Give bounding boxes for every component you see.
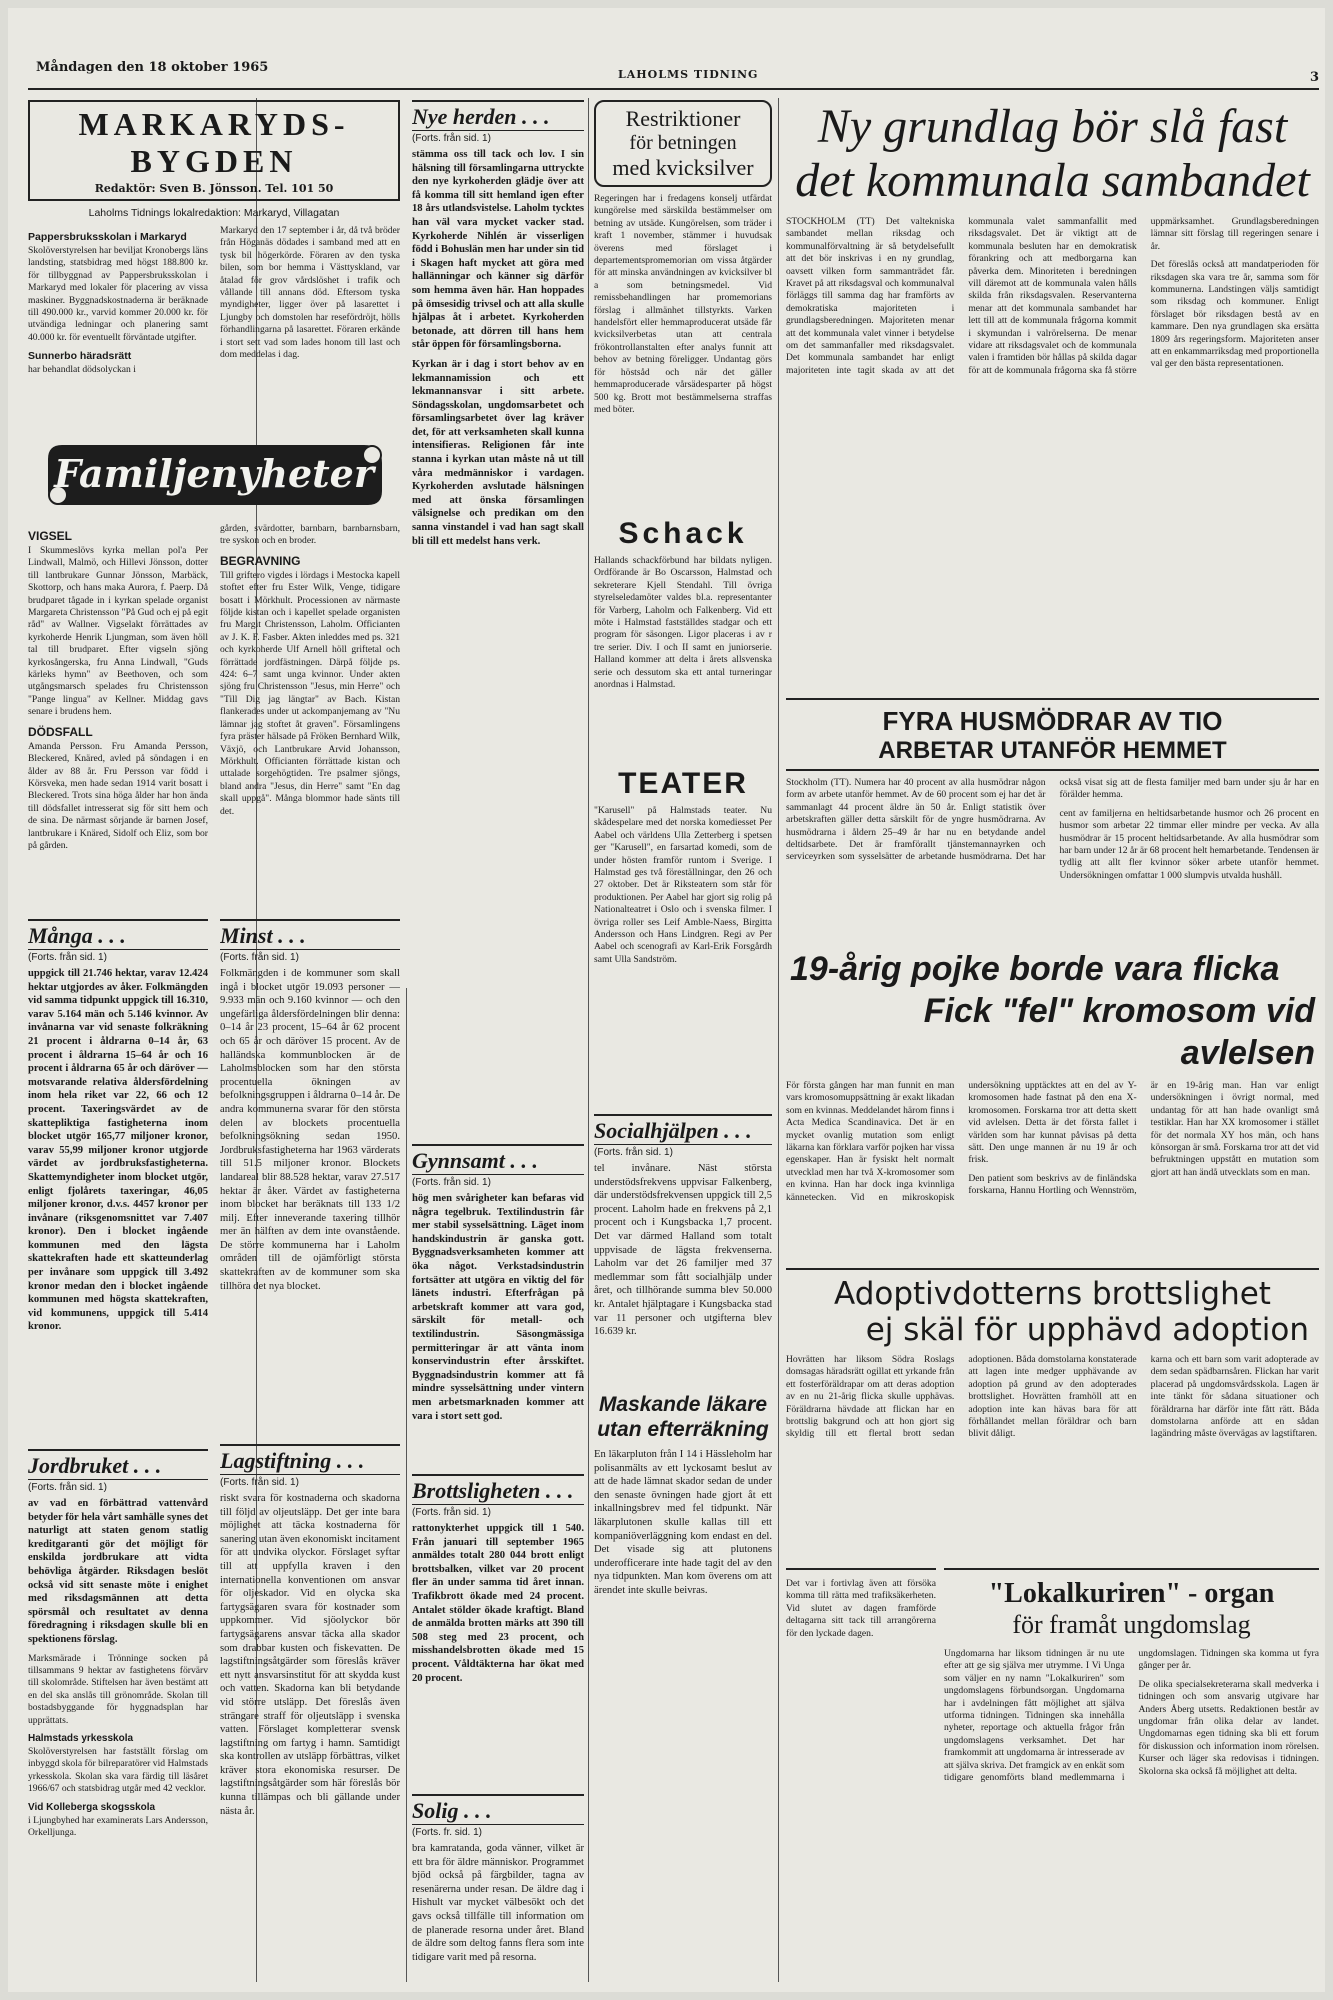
markaryd-office: Laholms Tidnings lokalredaktion: Markaryd, Villagatan: [88, 207, 340, 219]
minst-article: [220, 913, 400, 1433]
schack-article: [594, 513, 772, 763]
brottsligheten-article: [412, 1468, 584, 1778]
schack-text: Hallands schackförbund har bildats nyligen. Ordförande är Bo Oscarsson, Halmstad och sekreterare Kjell Stendahl. Till övriga styrelseledamöter valdes bl.a. representanter för Varberg, Laholm och Falkenberg. Vid ett möte i Halmstad fastställdes stadgar och ett program för säsongen. Ligor placeras i av r tre serier. Div. I och II samt en juniorserie. Halland kommer att delta i årets allsvenska serie och dessutom ska ett antal turneringar anordnas i Halmstad.: [594, 555, 772, 691]
husmodrar-title-1: FYRA HUSMÖDRAR AV TIO: [882, 706, 1223, 736]
header-rule: [28, 88, 1319, 90]
lokalkuriren-title-2: för framåt ungdomslag: [1012, 1610, 1251, 1639]
jordbruket-kicker: Jordbruket . . .: [28, 1449, 208, 1480]
paper-name: LAHOLMS TIDNING: [618, 68, 759, 81]
nygrundlag-text: STOCKHOLM (TT) Det valtekniska sambandet mellan riksdag och kommunalförvaltning är så betydelsefullt att det bör inskrivas i en ny grundlag, oavsett vilken form sammanträdet får. Kravet på att riksdagsval och kommunalval förläggs till samma dag har framförts av demokratiska majoriteten i grundlagsberedningen. Majoriteten menar att det kommunala valet vinner i betydelse om det sammanfaller med riksdagsvalet. Det kommunala sambandet har enligt majoriteten inte tagit skada av att det kommunala valet sammanfallit med riksdagsvalet. Det är viktigt att de kommunala besluten har en demokratisk förankring och att medborgarna kan påverka dem. Minoriteten i beredningen vill däremot att de kommunala valen hålls skilda från riksdagsvalen. Reservanterna menar att det kommunala sambandet har lett till att de kommunala frågorna kommit i skymundan i valrörelserna. De menar vidare att riksdagsvalet och de kommunala valen i framtiden bör hållas på skilda dagar för att de kommunala frågorna ska få större uppmärksamhet. Grundlagsberedningen lämnar sitt förslag till regeringen senare i år.: [786, 216, 1319, 376]
nyeherden-kicker: Nye herden . . .: [412, 100, 584, 131]
restriktioner-title-1: Restriktioner: [625, 106, 741, 131]
socialhjalpen-forts: (Forts. från sid. 1): [594, 1147, 673, 1158]
begravning-text: Till griftero vigdes i lördags i Mestocka kapell stoftet efter fru Ester Wilk, Venge, tidigare bosatt i Mörkhult. Processionen av närmaste följde kistan och i kapellet spelade organisten fru Margit Christensson, Laholm. Officianten av J. K. F. Fasber. Akten inleddes med ps. 321 och kyrkoherde Ulf Arnell höll griftetal och förrättade jordfästningen. Därpå följde ps. 424: 6–7 samt unga kvinnor. Under akten sjöng fru Christensson "Jesus, min Herre" och "Till Dig jag längtar" av Bach. Kistan flankerades under ut ackompanjemang av "Nu lämnar jag stoftet åt graven". Församlingens fyra präster hälsade på Fröken Bernhard Wilk, Växjö, och Lantbrukare Arvid Johansson, Mörkhult. Officianten förrättade kistan och uttalade sorgehögtiden. Tre psalmer sjöngs, bland andra "Jesus, din Herre" samt "En dag skall uppgå". Många blommor hade sänts till det.: [220, 569, 400, 817]
minst-text: Folkmängden i de kommuner som skall ingå i blocket utgör 19.093 personer — 9.933 män och 9.160 kvinnor — och den ungefärliga åldersfördelningen blir denna: 0–14 år 23 procent, 15–64 år 62 procent och 65 år och däröver 15 procent. Av de halländska kommunblocken är de Laholmsblocken som har den största procentuella ökningen av befolkningsgruppen i åldrarna 0–14 år. De andra kommunerna svarar för den största delen av blockets procentuella befolkningsökning sedan 1950. Jordbruksfastigheterna har 1963 värderats till 51.5 miljoner kronor. Blockets landareal blir 88.528 hektar, varav 27.517 hektar är åker. Värdet av fastigheterna inom blocket har beräknats till 133 1/2 milj. Efter inneverande taxering tillhör mer än hälften av dem inte ovanstående. De större kommunerna har i Laholm områden till de ojämförligt största skattekraften av de kommuner som ska tillhöra det nya blocket.: [220, 968, 400, 1292]
adoptiv-text2: karna och ett barn som varit adopterade av dem sedan spädbarnsåren. Flickan har varit placerad på ungdomsvårdsskola. Lagen är inte tänkt för sådana situationer och föräldrarna har därför inte fått rätt. Båda domstolarna anförde att en sådan lagändring måste övervägas av lagstiftaren.: [1150, 1354, 1319, 1440]
minst-kicker: Minst . . .: [220, 919, 400, 950]
lagstiftning-kicker: Lagstiftning . . .: [220, 1444, 400, 1475]
familjenyheter-title: Familjenyheter: [54, 451, 374, 496]
brottsligheten-kicker: Brottsligheten . . .: [412, 1474, 584, 1505]
restriktioner-title-3: med kvicksilver: [612, 155, 754, 180]
jordbruket-markskop: Marksmärade i Trönninge socken på tillsammans 9 hektar av fastighetens förvärv till skolområde. Stiftelsen har även bestämt att en del ska anslås till grönområde. Skolan till bostadsbyggande för hyggnadsplan har upprättats.: [28, 1652, 208, 1726]
nygrundlag-title-2: det kommunala sambandet: [795, 154, 1310, 207]
begravning-title: BEGRAVNING: [220, 553, 301, 568]
schack-title: Schack: [618, 517, 748, 550]
column-divider: [778, 98, 779, 1982]
teater-title: TEATER: [618, 767, 748, 800]
restriktioner-head: [594, 100, 772, 187]
markaryd-title: MARKARYDS-BYGDEN: [78, 106, 350, 179]
brottsligheten-forts: (Forts. från sid. 1): [412, 1507, 491, 1518]
familj-col-1: [28, 523, 208, 923]
dodsfall-title: DÖDSFALL: [28, 724, 93, 739]
manga-text: uppgick till 21.746 hektar, varav 12.424 hektar utgjordes av åker. Folkmängden vid samma tidpunkt uppgick till 16.310, varav 5.164 män och 5.146 kvinnor. Av invånarna var vid senaste folkräkning 21 procent i åldrarna 0–14 år, 63 procent i åldrarna 15–64 år och 16 procent i åldrarna 65 år och däröver — motsvarande relativa åldersfördelning inom hela riket var 22, 66 och 12 procent. Taxeringsvärdet av de skattepliktiga fastigheterna inom blocket utgör 165,77 miljoner kronor, varav 55,99 miljoner kronor utgjorde värdet av jordbruksfastigheterna. Skattemyndigheter inom blocket utgör, enligt fjolårets taxeringar, 46,05 miljoner kronor, d.v.s. 4457 kronor per invånare (riksgenomsnittet var 7.407 kronor). Den i blocket ingående kommunen med den lägsta skattekraften hade ett skatteunderlag per invånare som uppgick till 3.492 kronor medan den i blocket ingående kommunen med högsta skattekraften, vid kommunens, uppgick till 5.414 kronor.: [28, 968, 208, 1333]
page-number: 3: [1309, 70, 1319, 85]
socialhjalpen-text: tel invånare. Näst största understödsfrekvens uppvisar Falkenberg, där understödsfrekvensen uppgick till 2,5 procent. Laholm hade en frekvens på 2,1 procent och i Kungsbacka 1,7 procent. Det var därmed Halland som totalt uppvisade de lägsta frekvenserna. Laholm var det 26 familjer med 37 medlemmar som fått socialhjälp under året, och tillhörande summa blev 50.000 kr. Antalet hjälptagare i Kungsbacka stad var 11 personer och utgifterna blev 16.639 kr.: [594, 1163, 772, 1338]
markaryd-editor: Redaktör: Sven B. Jönsson. Tel. 101 50: [94, 182, 334, 195]
restriktioner-title-2: för betningen: [629, 132, 737, 154]
jordbruket-article: [28, 1443, 208, 1983]
issue-date: Måndagen den 18 oktober 1965: [36, 60, 269, 75]
column-divider: [588, 98, 589, 1982]
manga-forts: (Forts. från sid. 1): [28, 952, 107, 963]
teater-article: [594, 763, 772, 1113]
familjenyheter-banner: [34, 433, 394, 515]
jordbruket-text: av vad en förbättrad vattenvård betyder för hela vårt samhälle synes det naturligt att staten genom statlig kreditgaranti gör det möjligt för enskilda jordbrukare att vidta behövliga åtgärder. Riksdagen beslöt också vid sitt senaste möte i enighet med riksdagsmännen att detta spörsmål och resultatet av denna föredragning i riksdagen skulle bli en spektionens förslag.: [28, 1498, 208, 1645]
nygrundlag-title-1: Ny grundlag bör slå fast: [817, 100, 1288, 153]
jordbruket-forts: (Forts. från sid. 1): [28, 1482, 107, 1493]
restriktioner-text: Regeringen har i fredagens konselj utfärdat kungörelse med särskilda bestämmelser om betning av utsäde. Kungörelsen, som träder i kraft 1 november, stämmer i huvudsak överens med förslaget i departementspromemorian om vissa åtgärder för att minska användningen av kvicksilver bl a som betningsmedel. Vid remissbehandlingen har promemorians förslag i allmänhet tillstyrkts. Varken handelsfört eller hemmaproducerat utsäde får kvicksilverbetas utan att centrala frökontrollanstalten efter analys funnit att behov av betning föreligger. Undantag görs för höstsåd och när det gäller hemmaproducerade vårsädesparter på högst 500 kg. Brott mot bestämmelserna straffas med böter.: [594, 193, 772, 415]
lagstiftning-text: riskt svara för kostnaderna och skadorna till följd av oljeutsläpp. Det ger inte bara möjlighet att täcka kostnaderna för sanering utan även ekonomiskt incitament för att undvika olyckor. Förslaget syftar till att uppfylla kraven i den internationella konventionen om ansvar för oljeskador. Vid en olycka ska fartygsägaren svara för kostnader som uppkommer. Vid sjöolyckor bör fartygsägarens ansvar täcka alla skador som drabbar kusten och fiskevatten. De lagstiftningsåtgärder som föreslås kräver ett nytt ansvarsinstitut för att skydda kust och vatten. Skadorna kan bli betydande vid större utsläpp. Det föreslås även strängare straff för oljeutsläpp i svenska vatten. Förslaget kompletterar svensk lagstiftning om fartyg i hamn. Samtidigt ska kontrollen av utsläpp förbättras, vilket kräver stora ekonomiska resurser. De lagstiftningsåtgärder som här föreslås bör kunna tillämpas och bli gällande under nästa år.: [220, 1493, 400, 1817]
restriktioner-article: [594, 100, 772, 520]
pojke-text: För första gången har man funnit en man vars kromosomuppsättning är exakt likadan som en kvinnas. Meddelandet härom finns i Acta Medica Scandinavica. Det är en mycket ovanlig mutation som enligt läkarna kan förklara varför pojken har vissa egenskaper. Han är fysiskt helt normalt utvecklad men har två X-kromosomer som en kvinna. Han har dock inga kvinnliga kännetecken. Vid en mikroskopisk undersökning upptäcktes att en del av Y-kromosomen hade fastnat på den ena X-kromosomen. Forskarna tror att detta skett vid avlelsen. Detta är det första fallet i världen som har kunnat påvisas på detta sätt. Den unge mannen är nu 19 år och frisk.: [786, 1080, 1137, 1203]
running-header: [8, 60, 1325, 85]
lagstiftning-forts: (Forts. från sid. 1): [220, 1477, 299, 1488]
halmstad-title: Halmstads yrkesskola: [28, 1732, 134, 1744]
pojke-article: [786, 948, 1319, 1268]
manga-article: [28, 913, 208, 1453]
kolleberga-title: Vid Kolleberga skogsskola: [28, 1801, 156, 1813]
nyeherden-text2: Kyrkan är i dag i stort behov av en lekmannamission och ett lekmannansvar i sitt arbete. Söndagsskolan, ungdomsarbetet och församlingsarbetet över lag kräver det, för att verksamheten skall kunna intensifieras. Religionen får inte stanna i kyrkan utan måste nå ut till våra medmänniskor i vardagen. Kyrkoherden avslutade hälsningen med att önska församlingen välsignelse och predikan om den sanna vinstandel i vad han sagt skall bli till ett medelst hans verk.: [412, 358, 584, 547]
socialhjalpen-article: [594, 1108, 772, 1368]
pojke-title-2: Fick "fel" kromosom vid avlelsen: [923, 992, 1315, 1072]
markaryd-item1-title: Pappersbruksskolan i Markaryd: [28, 231, 187, 243]
lagstiftning-article: [220, 1438, 400, 1983]
husmodrar-title-2: ARBETAR UTANFÖR HEMMET: [786, 737, 1319, 771]
lokalkuriren-text: Ungdomarna har liksom tidningen är nu ute efter att ge sig själva mer utrymme. I Vi Unga som väljer en ny namn "Lokalkuriren" som ungdomslagens förbundsorgan. Ungdomarna har i avdelningen fått möjlighet att själva utforma tidningen. Tidningen ska innehålla nyheter, reportage och aktuella frågor från ungdomslagens verksamhet. Det har framkommit att ungdomarna är intresserade av att själva skriva. Det framgick av en enkät som tidigare genomförts bland medlemmarna i ungdomslagen. Tidningen ska komma ut fyra gånger per år.: [944, 1648, 1319, 1784]
solig-forts: (Forts. fr. sid. 1): [412, 1827, 483, 1838]
nyeherden-article: [412, 100, 584, 1140]
markaryd-item2: har behandlat dödsolyckan i: [28, 364, 136, 376]
adoptiv-title-2: ej skäl för upphävd adoption: [865, 1312, 1309, 1348]
familj-col-2: [220, 523, 400, 923]
nyeherden-forts: (Forts. från sid. 1): [412, 133, 491, 144]
lokalkuriren-title-1: "Lokalkuriren" - organ: [988, 1578, 1275, 1609]
gynnsamt-article: [412, 1138, 584, 1468]
familj-col2-text: gården, svärdotter, barnbarn, barnbarnsbarn, tre syskon och en broder.: [220, 523, 400, 547]
lokalkuriren-article: [944, 1568, 1319, 1985]
husmodrar-text2: cent av familjerna en heltidsarbetande husmor och 26 procent en husmor som arbetar 22 timmar eller mindre per vecka. Av alla husmödrar är 15 procent heltidsarbetande. Av alla husmödrar som har barn under 12 år är 68 procent helt hemarbetande. Tendensen är tydlig att allt fler kvinnor söker arbete utanför hemmet. Undersökningen omfattar 1 000 slumpvis utvalda hushåll.: [1059, 807, 1319, 881]
lokalkuriren-text2: De olika specialsekreterarna skall medverka i tidningen och som ansvarig utgivare har Anders Åberg utsetts. Redaktionen består av ungdomar från olika delar av landet. Ungdomarnas egen tidning ska bli ett forum för diskussion och information inom rörelsen. Kurser och läger ska redovisas i tidningen. Skolorna ska också få möjlighet att delta.: [1138, 1678, 1319, 1777]
maskande-title-1: Maskande läkare: [598, 1393, 768, 1416]
column-divider: [406, 988, 407, 1982]
maskande-head: [594, 1392, 772, 1442]
maskande-article: [594, 1388, 772, 1983]
dodsfall-text: Amanda Persson. Fru Amanda Persson, Bleckered, Knäred, avled på söndagen i en ålder av 88 år. Fru Persson var född i Körsveka, men hade sedan 1914 varit bosatt i Bleckered. Trots sina höga ålder har hon ända till dödsfallet intresserat sig för sitt hem och de sina. De närmast sörjande är barnen Josef, lantbrukare i Knäred, Sidolf och Eliz, som bor på gården.: [28, 740, 208, 851]
maskande-title-2: utan efterräkning: [597, 1418, 769, 1441]
vigsel-text: I Skummeslövs kyrka mellan pol'a Per Lindwall, Malmö, och Hillevi Jönsson, dotter till lantbrukare Gunnar Jönsson, Marbäck, Skottorp, och hans maka Aurora, f. Paerp. Då brudparet tågade in i kyrkan spelade organist Margareta Christensson "På Gud och ej på egit råd" av Wallner. Vigselakt förrättades av kyrkoherde Henrik Ljungman, som även höll tal till brudparet. Efter vigseln sjöng kyrkosångerska, fru Anna Lindwall, "Guds kärleks hymn" av Beethoven, och som utgångsmarsch spelades fru Christensson "Pange lingua" av Kellner. Middag gavs senare i brudens hem.: [28, 545, 208, 718]
markaryd-section: [28, 100, 400, 440]
nygrundlag-article: [786, 100, 1319, 700]
teater-text: "Karusell" på Halmstads teater. Nu skådespelare med det norska komediesset Per Aabel och världens Ulla Zetterberg i spetsen ger "Karusell", en farsartad komedi, som de under hösten framför runtom i Sverige. I Halmstad ges två föreställningar, den 26 och 27 oktober. Det är Riksteatern som står för produktionen. Per Aabel har gjort sig rolig på Nationalteatret i Oslo och i svenska filmer. I övriga roller ses Leif Amble-Naess, Birgitta Andersson och Hans Lindgren. Regi av Per Aabel och scenografi av Karl-Erik Forsgårdh samt Ulla Sandström.: [594, 805, 772, 965]
brottsligheten-text: rattonykterhet uppgick till 1 540. Från januari till september 1965 anmäldes totalt 280 044 brott enligt brottsbalken, vilket var 20 procent fler än under samma tid året innan. Trafikbrott ökade med 24 procent. Antalet stölder ökade kraftigt. Bland de anmälda brotten märks att 390 till 508 steg med 23 procent, och misshandelsbrotten ökade med 15 procent. Våldtäkterna har ökat med 20 procent.: [412, 1523, 584, 1684]
pojke-text2: Den patient som beskrivs av de finländska forskarna, Hannu Hortling och Wennström, är en 19-årig man. Han var enligt undersökningen i övrigt normal, med undantag för att han hade ovanligt små testiklar. Han har XX kromosomer i stället för det normala XY hos män, och hans könsorgan är små. Forskarna tror att det vid befruktningen uppstått en mutation som gjort att han ändå utvecklats som en man.: [968, 1080, 1319, 1197]
husmodrar-text: Stockholm (TT). Numera har 40 procent av alla husmödrar någon form av arbete utanför hemmet. Av de 60 procent som ej har det är sammanlagt 44 procent äldre än 50 år. Enligt statistik över arbetskraften gäller detta särskilt för de yngre husmödrarna. Av husmödrarna i åldern 25–49 år har nu en betydande andel deltidsarbete. Det är framförallt tjänstemannayrken och serviceyrken som sysselsätter de arbetande husmödrarna. Det har också visat sig att de flesta familjer med barn under sju år har en förälder hemma.: [786, 777, 1319, 863]
markaryd-item1: Skolöverstyrelsen har beviljat Kronobergs läns landsting, statsbidrag med högst 188.800 kr. för tillbyggnad av Pappersbruksskolan i Markaryd med lokaler för placering av vissa maskiner. Byggnadskostnaderna är beräknade till 490.000 kr., varvid kommer 20.000 kr. för utvändiga ledningar och planering samt 40.000 kr. för eventuellt förväntade utgifter.: [28, 245, 208, 343]
nyeherden-text: stämma oss till tack och lov. I sin hälsning till församlingarna uttryckte den nye kyrkoherden glädje över att få komma till sitt hemland igen efter 18 års utlandsvistelse. Laholm tycktes han väl vara mycket vacker stad. Kyrkoherde Nihlén är visserligen född i Bohuslän men har under sin tid i Skagen haft mycket att göra med hallänningar och känner sig därför som hemma även här. Han hoppades på ömsesidig trivsel och att alla skulle hjälpas åt i arbetet. Kyrkoherden betonade, att dörren till hans hem står öppen för församlingsborna.: [412, 149, 584, 351]
pojke-title-1: 19-årig pojke borde vara flicka: [790, 950, 1280, 988]
gynnsamt-text: hög men svårigheter kan befaras vid några tegelbruk. Textilindustrin får mer stabil sysselsättning. Läget inom handskindustrin är ganska gott. Byggnadsverksamheten kommer att öka något. Verkstadsindustrin fortsätter att utgöra en viktig del för länets industri. Efterfrågan på arbetskraft kommer att vara god, särskilt för metall- och textilindustrin. Säsongmässiga permitteringar är att vänta inom konservindustrin efter årsskiftet. Byggnadsindustrin kommer att få mindre sysselsättning under vintern men arbetsmarknaden kommer att vara i stort sett god.: [412, 1193, 584, 1422]
solig-article: [412, 1788, 584, 1983]
markaryd-header-box: [28, 100, 400, 201]
nygrundlag-text2: Det föreslås också att mandatperioden för riksdagen ska vara tre år, samma som för kommunerna. Landstingen väljs samtidigt som riksdag och kommuner. Enligt förslaget bör riksdagen bestå av en kammare. Den nya grundlagen ska ersätta 1809 års regeringsform. Majoriteten anser att en enkammarriksdag med proportionella val ger den bästa representationen.: [1150, 259, 1319, 370]
husmodrar-article: [786, 698, 1319, 950]
adoptiv-title-1: Adoptivdotterns brottslighet: [834, 1276, 1271, 1312]
markaryd-item3: Markaryd den 17 september i år, då två bröder från Höganäs dödades i samband med att en tysk bil högerkörde. Föraren av den tyska bilen, som bor hemma i Västtyskland, var åtalad för grov vårdslöshet i trafik och vållande till annans död. Eftersom tyska myndigheter, ligger över på lasarettet i Ljungby och domstolen har resefördröjt, hölls förhandlingarna på lasarettet. Föraren erkände i stort sett vad som lades honom till last och dom meddelas i dag.: [220, 225, 400, 361]
gynnsamt-forts: (Forts. från sid. 1): [412, 1177, 491, 1188]
manga-kicker: Många . . .: [28, 919, 208, 950]
adoptiv-text: Hovrätten har liksom Södra Roslags domsagas häradsrätt ogillat ett yrkande från ett fosterföräldrapar om att deras adoption av en nu 21-årig flicka skulle upphävas. Föräldrarna hävdade att flickan har en brottslig bakgrund och att hon gjort sig skyldig till ett flertal brott sedan adoptionen. Båda domstolarna konstaterade att lagen inte medger upphävande av adoption på grund av den adopterades brottslighet. Hovrätten framhöll att en adoption inte kan hävas bara för att förhållandet mellan föräldrar och barn blivit dåligt.: [786, 1354, 1137, 1440]
vigsel-title: VIGSEL: [28, 529, 73, 543]
minst-forts: (Forts. från sid. 1): [220, 952, 299, 963]
socialhjalpen-kicker: Socialhjälpen . . .: [594, 1114, 772, 1145]
halmstad-text: Skolöverstyrelsen har fastställt förslag om inbyggd skola för bilreparatörer vid Halmstads yrkesskola. Skolan ska vara färdig till läsåret 1966/67 och statsbidrag utgår med 42 vecklor.: [28, 1745, 208, 1795]
maskande-text: En läkarpluton från I 14 i Hässleholm har polisanmälts av ett lyckosamt beslut av att de hade lämnat skador sedan de under den senaste övningen hade gjort åt ett inkallningsbrev med fel tidpunkt. När läkarplutonen skulle kallas till ett kompaniöverläggning kom endast en del. Det visade sig att plutonens underofficerare inte hade tagit del av den nya tidpunkten. Man kom överens om att ärendet inte skulle beivras.: [594, 1449, 772, 1596]
adoptiv-continuation: [786, 1568, 936, 1985]
markaryd-item2-title: Sunnerbo häradsrätt: [28, 350, 132, 363]
kolleberga-text: i Ljungbyhed har examinerats Lars Andersson, Orkelljunga.: [28, 1814, 208, 1838]
gynnsamt-kicker: Gynnsamt . . .: [412, 1144, 584, 1175]
solig-text: bra kamratanda, goda vänner, vilket är ett bra för äldre människor. Programmet bjöd också på färgbilder, tagna av resenärerna under resan. De äldre dag i Hishult var mycket välbesökt och det gavs också tillfälle till information om de planerade resorna under året. Bland de äldre som deltog fanns flera som inte tidigare varit med på resorna.: [412, 1843, 584, 1963]
solig-kicker: Solig . . .: [412, 1794, 584, 1825]
socialhjalpen-cont: Det var i fortivlag även att försöka komma till rätta med trafiksäkerheten. Vid slutet av dagen framförde deltagarna sitt tack till arrangörerna för den lyckade dagen.: [786, 1578, 936, 1639]
newspaper-page: [8, 8, 1325, 1992]
adoptiv-article: [786, 1268, 1319, 1570]
